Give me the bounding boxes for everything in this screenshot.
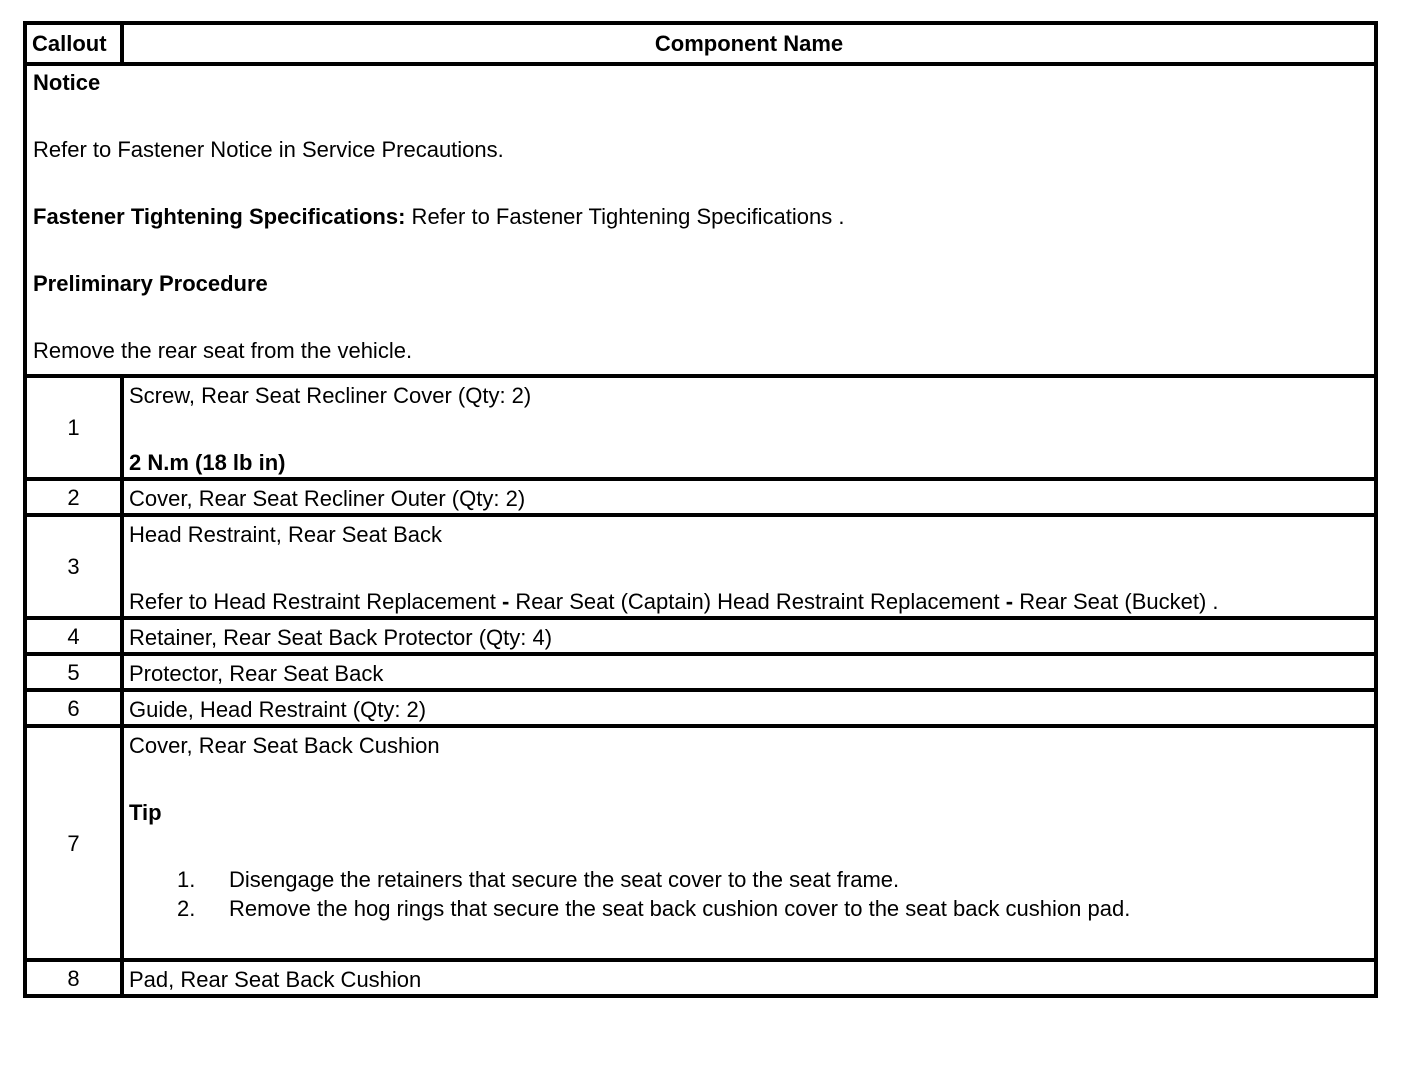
table-row [25,515,1376,618]
callout-number: 6 [25,690,122,726]
component-cell [122,726,1376,960]
callout-number: 8 [25,960,122,996]
component-table [23,21,1378,998]
reference-link-bucket[interactable]: Rear Seat (Captain) Head Restraint Replacement [509,589,1006,614]
callout-number: 5 [25,654,122,690]
component-name: Head Restraint, Rear Seat Back [129,522,443,547]
callout-number: 3 [25,515,122,618]
tip-title: Tip [129,800,162,825]
reference-suffix: Rear Seat (Bucket) . [1013,589,1219,614]
header-row [25,23,1376,64]
step-number: 1. [177,867,196,892]
table-row [25,479,1376,515]
list-item [129,894,1369,923]
table-row [25,690,1376,726]
step-text: Disengage the retainers that secure the seat cover to the seat frame. [229,867,900,892]
table-row [25,726,1376,960]
preliminary-title: Preliminary Procedure [33,271,268,296]
table-row [25,960,1376,996]
component-name: Protector, Rear Seat Back [122,654,1376,690]
callout-number: 7 [25,726,122,960]
notice-text: Refer to Fastener Notice in Service Precautions. [33,137,504,162]
table-row [25,618,1376,654]
component-name: Retainer, Rear Seat Back Protector (Qty: 4) [122,618,1376,654]
callout-number: 1 [25,376,122,479]
fastener-spec [33,202,1368,231]
tip-steps [129,865,1369,923]
component-name: Screw, Rear Seat Recliner Cover (Qty: 2) [129,383,532,408]
table-row [25,376,1376,479]
component-name: Pad, Rear Seat Back Cushion [122,960,1376,996]
reference-dash: - [501,589,510,614]
step-number: 2. [177,896,196,921]
step-text: Remove the hog rings that secure the seat back cushion cover to the seat back cushion pad. [229,896,1131,921]
reference-link-captain[interactable]: Refer to Head Restraint Replacement [129,589,502,614]
component-name: Cover, Rear Seat Back Cushion [129,733,440,758]
component-name: Guide, Head Restraint (Qty: 2) [122,690,1376,726]
notice-cell [25,64,1376,376]
callout-number: 2 [25,479,122,515]
component-cell [122,515,1376,618]
reference-dash: - [1005,589,1014,614]
list-item [129,865,1369,894]
fastener-spec-label: Fastener Tightening Specifications: [33,204,406,229]
notice-title: Notice [33,70,101,95]
component-name: Cover, Rear Seat Recliner Outer (Qty: 2) [122,479,1376,515]
table-row [25,654,1376,690]
component-name-header: Component Name [122,23,1376,64]
notice-row [25,64,1376,376]
component-cell [122,376,1376,479]
fastener-spec-text: Refer to Fastener Tightening Specifications . [405,204,845,229]
reference-text [129,587,1369,616]
torque-spec: 2 N.m (18 lb in) [129,450,286,475]
preliminary-text: Remove the rear seat from the vehicle. [33,338,413,363]
callout-number: 4 [25,618,122,654]
callout-header: Callout [25,23,122,64]
